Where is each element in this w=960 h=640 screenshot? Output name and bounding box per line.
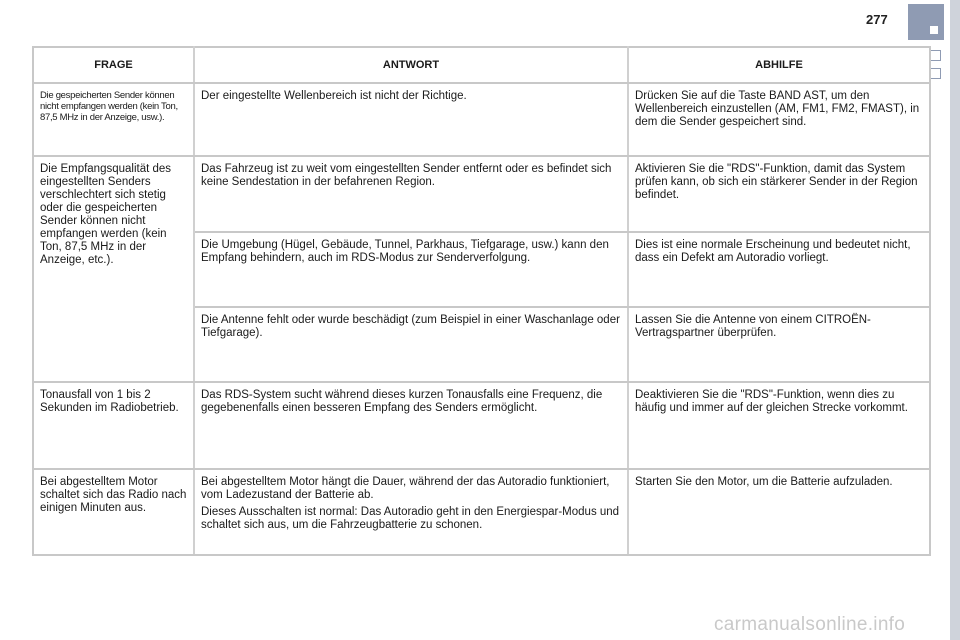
tab-square-icon [930, 26, 938, 34]
remedy-cell: Deaktivieren Sie die "RDS"-Funktion, wenn dies zu häufig und immer auf der gleichen Strecke vorkommt. [628, 382, 930, 469]
answer-cell [194, 156, 628, 232]
answer-text: Der eingestellte Wellenbereich ist nicht der Richtige. [201, 90, 467, 102]
remedy-cell: Dies ist eine normale Erscheinung und bedeutet nicht, dass ein Defekt am Autoradio vorliegt. [628, 232, 930, 307]
remedy-cell: Drücken Sie auf die Taste BAND AST, um den Wellenbereich einzustellen (AM, FM1, FM2, FMAST), in dem die Sender gespeichert sind. [628, 83, 930, 156]
header-answer: ANTWORT [194, 47, 628, 83]
answer-text: Die Antenne fehlt oder wurde beschädigt (zum Beispiel in einer Waschanlage oder Tiefgarage). [201, 314, 620, 339]
tab-checkbox-icon [930, 50, 941, 61]
header-question: FRAGE [33, 47, 194, 83]
page-number: 277 [866, 12, 888, 27]
answer-cell [194, 83, 628, 156]
remedy-cell: Starten Sie den Motor, um die Batterie aufzuladen. [628, 469, 930, 555]
remedy-cell: Aktivieren Sie die "RDS"-Funktion, damit das System prüfen kann, ob sich ein stärkerer Sender in der Region befindet. [628, 156, 930, 232]
answer-cell [194, 232, 628, 307]
answer-cell [194, 382, 628, 469]
answer-text: Das RDS-System sucht während dieses kurzen Tonausfalls eine Frequenz, die gegebenenfalls einen besseren Empfang des Senders ermöglicht. [201, 389, 603, 414]
table-row [33, 469, 930, 555]
chapter-tab [908, 4, 944, 40]
answer-text: Die Umgebung (Hügel, Gebäude, Tunnel, Parkhaus, Tiefgarage, usw.) kann den Empfang behindern, auch im RDS-Modus zur Senderverfolgung. [201, 239, 609, 264]
answer-cell [194, 307, 628, 382]
faq-table [32, 46, 931, 556]
table-row [33, 156, 930, 232]
header-remedy: ABHILFE [628, 47, 930, 83]
watermark: carmanualsonline.info [714, 614, 906, 635]
table-row [33, 83, 930, 156]
answer-text: Dieses Ausschalten ist normal: Das Autoradio geht in den Energiespar-Modus und schaltet sich aus, um die Fahrzeugbatterie zu schonen. [201, 506, 620, 531]
question-cell: Tonausfall von 1 bis 2 Sekunden im Radiobetrieb. [33, 382, 194, 469]
question-cell: Die gespeicherten Sender können nicht empfangen werden (kein Ton, 87,5 MHz in der Anzeige, usw.). [33, 83, 194, 156]
remedy-cell: Lassen Sie die Antenne von einem CITROËN-Vertragspartner überprüfen. [628, 307, 930, 382]
answer-cell [194, 469, 628, 555]
answer-text: Bei abgestelltem Motor hängt die Dauer, während der das Autoradio funktioniert, vom Ladezustand der Batterie ab. [201, 476, 610, 501]
table-header-row [33, 47, 930, 83]
side-band [950, 0, 960, 640]
question-cell: Bei abgestelltem Motor schaltet sich das Radio nach einigen Minuten aus. [33, 469, 194, 555]
question-cell: Die Empfangsqualität des eingestellten Senders verschlechtert sich stetig oder die gespeicherten Sender können nicht empfangen werden (kein Ton, 87,5 MHz in der Anzeige, etc.). [33, 156, 194, 382]
answer-text: Das Fahrzeug ist zu weit vom eingestellten Sender entfernt oder es befindet sich keine Sendestation in der befahrenen Region. [201, 163, 612, 188]
tab-checkbox-icon [930, 68, 941, 79]
table-row [33, 382, 930, 469]
